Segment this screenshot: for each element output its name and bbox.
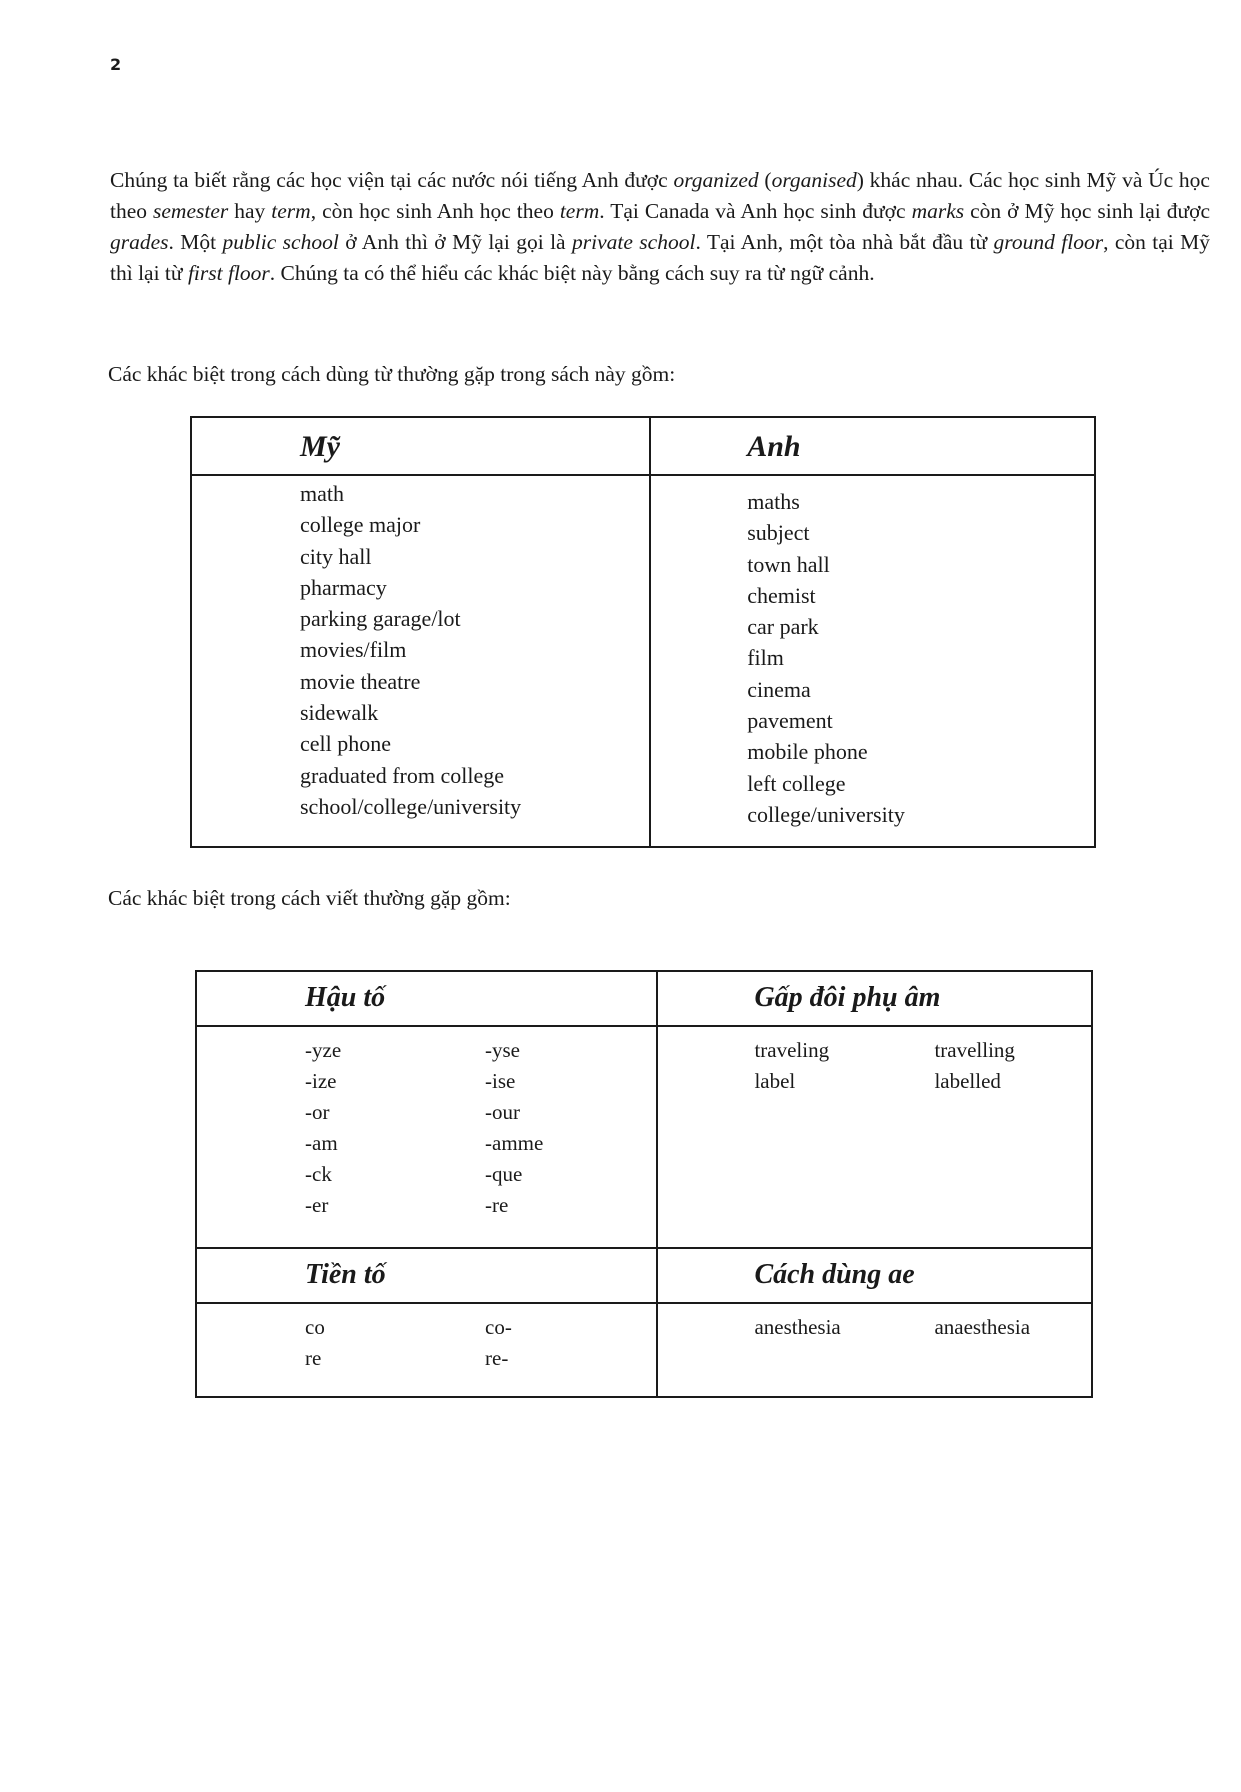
- ae-header-cell: [657, 1248, 1092, 1303]
- italic-term: grades: [110, 230, 169, 254]
- list-item: car park: [747, 614, 819, 640]
- paragraph-text: (: [758, 168, 772, 192]
- prefix-cell: [196, 1303, 657, 1397]
- pair-row: [305, 1159, 656, 1190]
- british-form: labelled: [934, 1069, 1001, 1094]
- page-number: 2: [110, 55, 122, 74]
- italic-term: private school: [572, 230, 696, 254]
- us-header-cell: [191, 417, 650, 475]
- american-form: anesthesia: [754, 1315, 841, 1340]
- british-form: -que: [485, 1162, 523, 1187]
- uk-header: Anh: [747, 430, 801, 463]
- double-consonant-list: [658, 1027, 1091, 1097]
- list-item: mobile phone: [747, 739, 868, 765]
- list-item: town hall: [747, 551, 830, 577]
- british-form: -amme: [485, 1131, 544, 1156]
- suffix-header-cell: [196, 971, 657, 1026]
- british-form: re-: [485, 1346, 509, 1371]
- list-item: parking garage/lot: [300, 606, 461, 632]
- list-item: movie theatre: [300, 668, 421, 694]
- american-form: traveling: [754, 1038, 830, 1063]
- paragraph-text: hay: [228, 199, 272, 223]
- pair-row: [305, 1343, 656, 1374]
- pair-row: [305, 1190, 656, 1221]
- italic-term: ground floor: [993, 230, 1104, 254]
- list-item: maths: [747, 489, 800, 514]
- ae-header: Cách dùng ae: [754, 1259, 915, 1291]
- list-item: cell phone: [300, 731, 392, 757]
- american-form: -ck: [305, 1162, 332, 1187]
- prefix-list: [197, 1304, 656, 1374]
- british-form: -our: [485, 1100, 520, 1125]
- list-item: subject: [747, 520, 810, 546]
- paragraph-text: . Tại Canada và Anh học sinh được: [599, 199, 912, 223]
- us-words-cell: [191, 475, 650, 847]
- intro-paragraph: [110, 165, 1210, 289]
- list-item: graduated from college: [300, 762, 505, 788]
- uk-word-list: [651, 476, 1094, 830]
- pair-row: [754, 1312, 1091, 1343]
- list-item: film: [747, 645, 784, 671]
- double-header-cell: [657, 971, 1092, 1026]
- suffix-list: [197, 1027, 656, 1221]
- british-form: travelling: [934, 1038, 1015, 1063]
- british-form: co-: [485, 1315, 512, 1340]
- paragraph-text: ) khác nhau. Các học sinh Mỹ và Úc học theo: [110, 168, 1210, 223]
- list-item: pavement: [747, 708, 833, 734]
- spelling-intro: Các khác biệt trong cách viết thường gặp gồm:: [108, 886, 511, 910]
- list-item: math: [300, 481, 344, 506]
- italic-term: marks: [911, 199, 965, 223]
- double-cell: [657, 1026, 1092, 1248]
- suffix-cell: [196, 1026, 657, 1248]
- us-header: Mỹ: [300, 430, 340, 463]
- list-item: movies/film: [300, 637, 407, 663]
- usage-table: [190, 416, 1096, 848]
- pair-row: [754, 1066, 1091, 1097]
- italic-term: organised: [771, 168, 857, 192]
- prefix-header: Tiền tố: [305, 1259, 386, 1291]
- paragraph-text: . Tại Anh, một tòa nhà bắt đầu từ: [695, 230, 994, 254]
- paragraph-text: . Chúng ta có thể hiểu các khác biệt này bằng cách suy ra từ ngữ cảnh.: [269, 261, 875, 285]
- american-form: -er: [305, 1193, 329, 1218]
- american-form: -am: [305, 1131, 338, 1156]
- spelling-table: [195, 970, 1093, 1398]
- suffix-header: Hậu tố: [305, 982, 386, 1013]
- british-form: -ise: [485, 1069, 516, 1094]
- british-form: -re: [485, 1193, 509, 1218]
- paragraph-text: , còn tại Mỹ thì lại từ: [110, 230, 1211, 285]
- pair-row: [305, 1097, 656, 1128]
- american-form: -ize: [305, 1069, 337, 1094]
- list-item: sidewalk: [300, 700, 379, 726]
- british-form: anaesthesia: [934, 1315, 1031, 1340]
- list-item: school/college/university: [300, 793, 522, 819]
- list-item: city hall: [300, 543, 372, 569]
- uk-header-cell: [650, 417, 1095, 475]
- italic-term: first floor: [187, 261, 270, 285]
- american-form: -or: [305, 1100, 330, 1125]
- american-form: -yze: [305, 1038, 342, 1063]
- paragraph-text: ở Anh thì ở Mỹ lại gọi là: [338, 230, 572, 254]
- us-word-list: [192, 476, 649, 822]
- italic-term: public school: [222, 230, 339, 254]
- double-consonant-header: Gấp đôi phụ âm: [754, 982, 941, 1013]
- paragraph-text: còn ở Mỹ học sinh lại được: [964, 199, 1211, 223]
- ae-cell: [657, 1303, 1092, 1397]
- italic-term: semester: [153, 199, 229, 223]
- pair-row: [754, 1035, 1091, 1066]
- list-item: college/university: [747, 801, 905, 827]
- list-item: pharmacy: [300, 574, 387, 600]
- usage-intro: Các khác biệt trong cách dùng từ thường gặp trong sách này gồm:: [108, 362, 676, 386]
- paragraph-text: , còn học sinh Anh học theo: [310, 199, 560, 223]
- italic-term: term: [271, 199, 311, 223]
- paragraph-text: . Một: [168, 230, 223, 254]
- uk-words-cell: [650, 475, 1095, 847]
- pair-row: [305, 1128, 656, 1159]
- pair-row: [305, 1312, 656, 1343]
- list-item: cinema: [747, 676, 811, 702]
- pair-row: [305, 1066, 656, 1097]
- italic-term: term: [559, 199, 600, 223]
- pair-row: [305, 1035, 656, 1066]
- list-item: chemist: [747, 582, 816, 608]
- paragraph-text: Chúng ta biết rằng các học viện tại các nước nói tiếng Anh được: [110, 168, 674, 192]
- american-form: label: [754, 1069, 796, 1094]
- ae-list: [658, 1304, 1091, 1343]
- list-item: left college: [747, 770, 846, 796]
- american-form: re: [305, 1346, 322, 1371]
- american-form: co: [305, 1315, 325, 1340]
- prefix-header-cell: [196, 1248, 657, 1303]
- british-form: -yse: [485, 1038, 520, 1063]
- list-item: college major: [300, 512, 421, 538]
- italic-term: organized: [673, 168, 759, 192]
